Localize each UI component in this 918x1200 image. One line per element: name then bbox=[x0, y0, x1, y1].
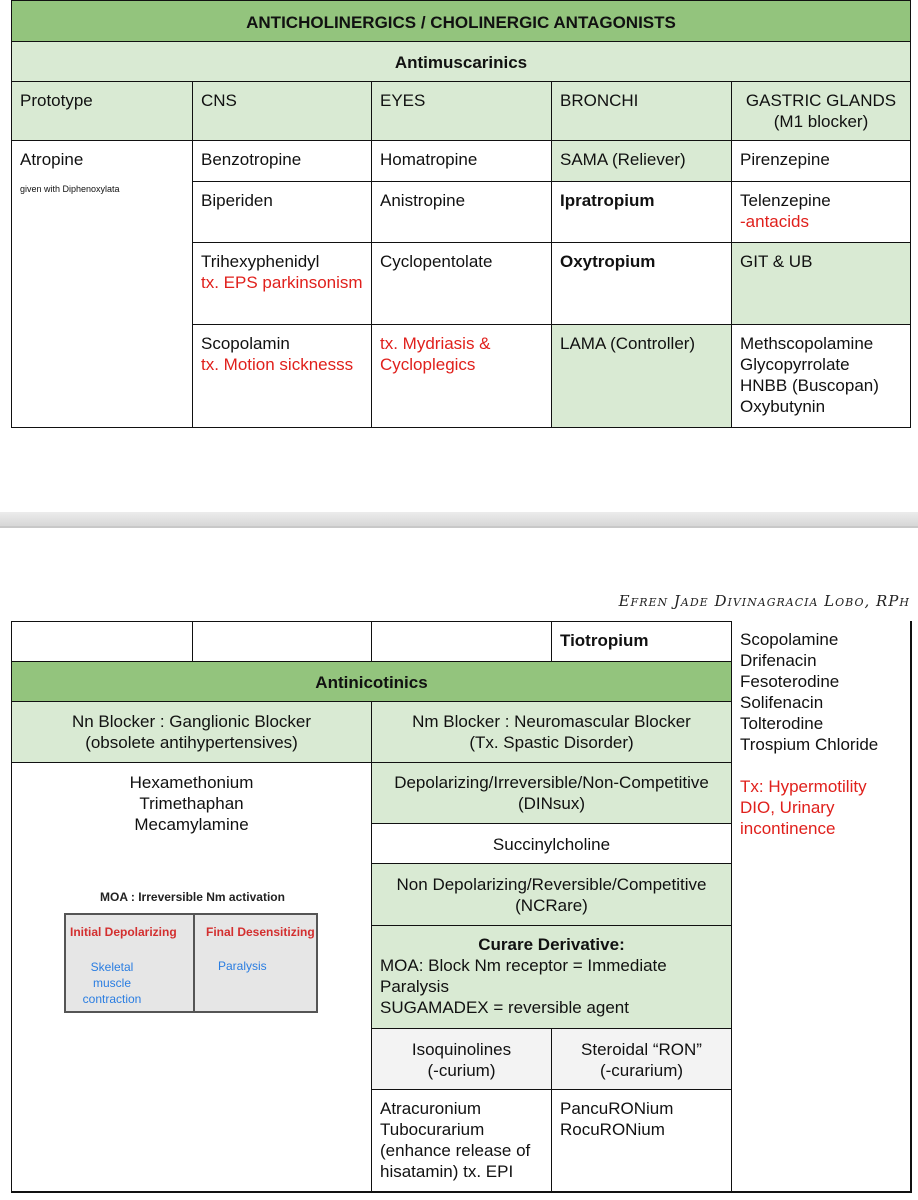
header-gastric-glands: GASTRIC GLANDS (M1 blocker) bbox=[731, 81, 911, 141]
moa-skeletal-muscle: Skeletal muscle contraction bbox=[82, 960, 142, 1006]
prototype-name: Atropine bbox=[20, 150, 84, 169]
eyes-r3: Cyclopentolate bbox=[371, 242, 552, 325]
isoquinolines-cell: Isoquinolines (-curium) bbox=[371, 1028, 552, 1090]
header-cns: CNS bbox=[192, 81, 372, 141]
depolarizing-cell: Depolarizing/Irreversible/Non-Competitive (DINsux) bbox=[371, 762, 732, 824]
eyes-r4 bbox=[371, 324, 552, 428]
prototype-cell bbox=[11, 140, 193, 428]
cns-r3: Trihexyphenidyl tx. EPS parkinsonism bbox=[192, 242, 372, 325]
steroidal-cell: Steroidal “RON” (-curarium) bbox=[551, 1028, 732, 1090]
succinylcholine-cell: Succinylcholine bbox=[371, 823, 732, 864]
right-column-right-border bbox=[910, 621, 912, 1193]
eyes-r1: Homatropine bbox=[371, 140, 552, 182]
header-bronchi: BRONCHI bbox=[551, 81, 732, 141]
empty-cell-3 bbox=[371, 621, 552, 662]
cns-r1: Benzotropine bbox=[192, 140, 372, 182]
curare-derivative-cell: Curare Derivative: MOA: Block Nm receptor = Immediate Paralysis SUGAMADEX = reversible agent bbox=[371, 925, 732, 1029]
antinicotinics-header: Antinicotinics bbox=[11, 661, 732, 702]
gastric-r4: Methscopolamine Glycopyrrolate HNBB (Buscopan) Oxybutynin bbox=[731, 324, 911, 428]
moa-diagram bbox=[64, 913, 318, 1013]
cns-r2: Biperiden bbox=[192, 181, 372, 243]
bronchi-r3: Oxytropium bbox=[551, 242, 732, 325]
author-signature: Efren Jade Divinagracia Lobo, RPh bbox=[618, 592, 910, 610]
bronchi-r4: LAMA (Controller) bbox=[551, 324, 732, 428]
gastric-r2: Telenzepine -antacids bbox=[731, 181, 911, 243]
cns-r3-note: tx. EPS parkinsonism bbox=[201, 273, 363, 292]
moa-title: MOA : Irreversible Nm activation bbox=[100, 890, 285, 904]
moa-final-desensitizing: Final Desensitizing bbox=[206, 925, 315, 939]
eyes-r2: Anistropine bbox=[371, 181, 552, 243]
nn-blocker-header: Nn Blocker : Ganglionic Blocker (obsolete antihypertensives) bbox=[11, 701, 372, 763]
moa-divider bbox=[193, 915, 195, 1011]
gastric-r2-note: -antacids bbox=[740, 212, 809, 231]
eyes-r4-note: tx. Mydriasis & Cycloplegics bbox=[380, 334, 491, 374]
page-separator-line bbox=[0, 526, 918, 528]
header-eyes: EYES bbox=[371, 81, 552, 141]
antimuscarinics-header: Antimuscarinics bbox=[11, 41, 911, 82]
nm-blocker-header: Nm Blocker : Neuromascular Blocker (Tx. Spastic Disorder) bbox=[371, 701, 732, 763]
moa-initial-depolarizing: Initial Depolarizing bbox=[70, 925, 177, 939]
isoquinoline-drugs-cell: Atracuronium Tubocurarium (enhance release of hisatamin) tx. EPI bbox=[371, 1089, 552, 1193]
tiotropium-cell: Tiotropium bbox=[551, 621, 732, 662]
right-list-note: Tx: Hypermotility DIO, Urinary incontinence bbox=[740, 777, 867, 838]
cns-r4: Scopolamin tx. Motion sicknesss bbox=[192, 324, 372, 428]
table-title: ANTICHOLINERGICS / CHOLINERGIC ANTAGONISTS bbox=[11, 0, 911, 42]
prototype-note: given with Diphenoxylata bbox=[20, 184, 120, 194]
bronchi-r1: SAMA (Reliever) bbox=[551, 140, 732, 182]
gastric-r1: Pirenzepine bbox=[731, 140, 911, 182]
nn-drugs-cell: Hexamethonium Trimethaphan Mecamylamine bbox=[11, 762, 372, 1193]
empty-cell-1 bbox=[11, 621, 193, 662]
steroidal-drugs-cell: PancuRONium RocuRONium bbox=[551, 1089, 732, 1193]
bottom-table-bottom-border bbox=[11, 1191, 912, 1193]
non-depolarizing-cell: Non Depolarizing/Reversible/Competitive (NCRare) bbox=[371, 863, 732, 926]
gastric-r3: GIT & UB bbox=[731, 242, 911, 325]
header-prototype: Prototype bbox=[11, 81, 193, 141]
right-drug-list: Scopolamine Drifenacin Fesoterodine Solifenacin Tolterodine Trospium Chloride Tx: Hypermotility DIO, Urinary incontinence bbox=[731, 621, 911, 1193]
moa-paralysis: Paralysis bbox=[218, 959, 267, 973]
empty-cell-2 bbox=[192, 621, 372, 662]
cns-r4-note: tx. Motion sicknesss bbox=[201, 355, 354, 374]
bronchi-r2: Ipratropium bbox=[551, 181, 732, 243]
